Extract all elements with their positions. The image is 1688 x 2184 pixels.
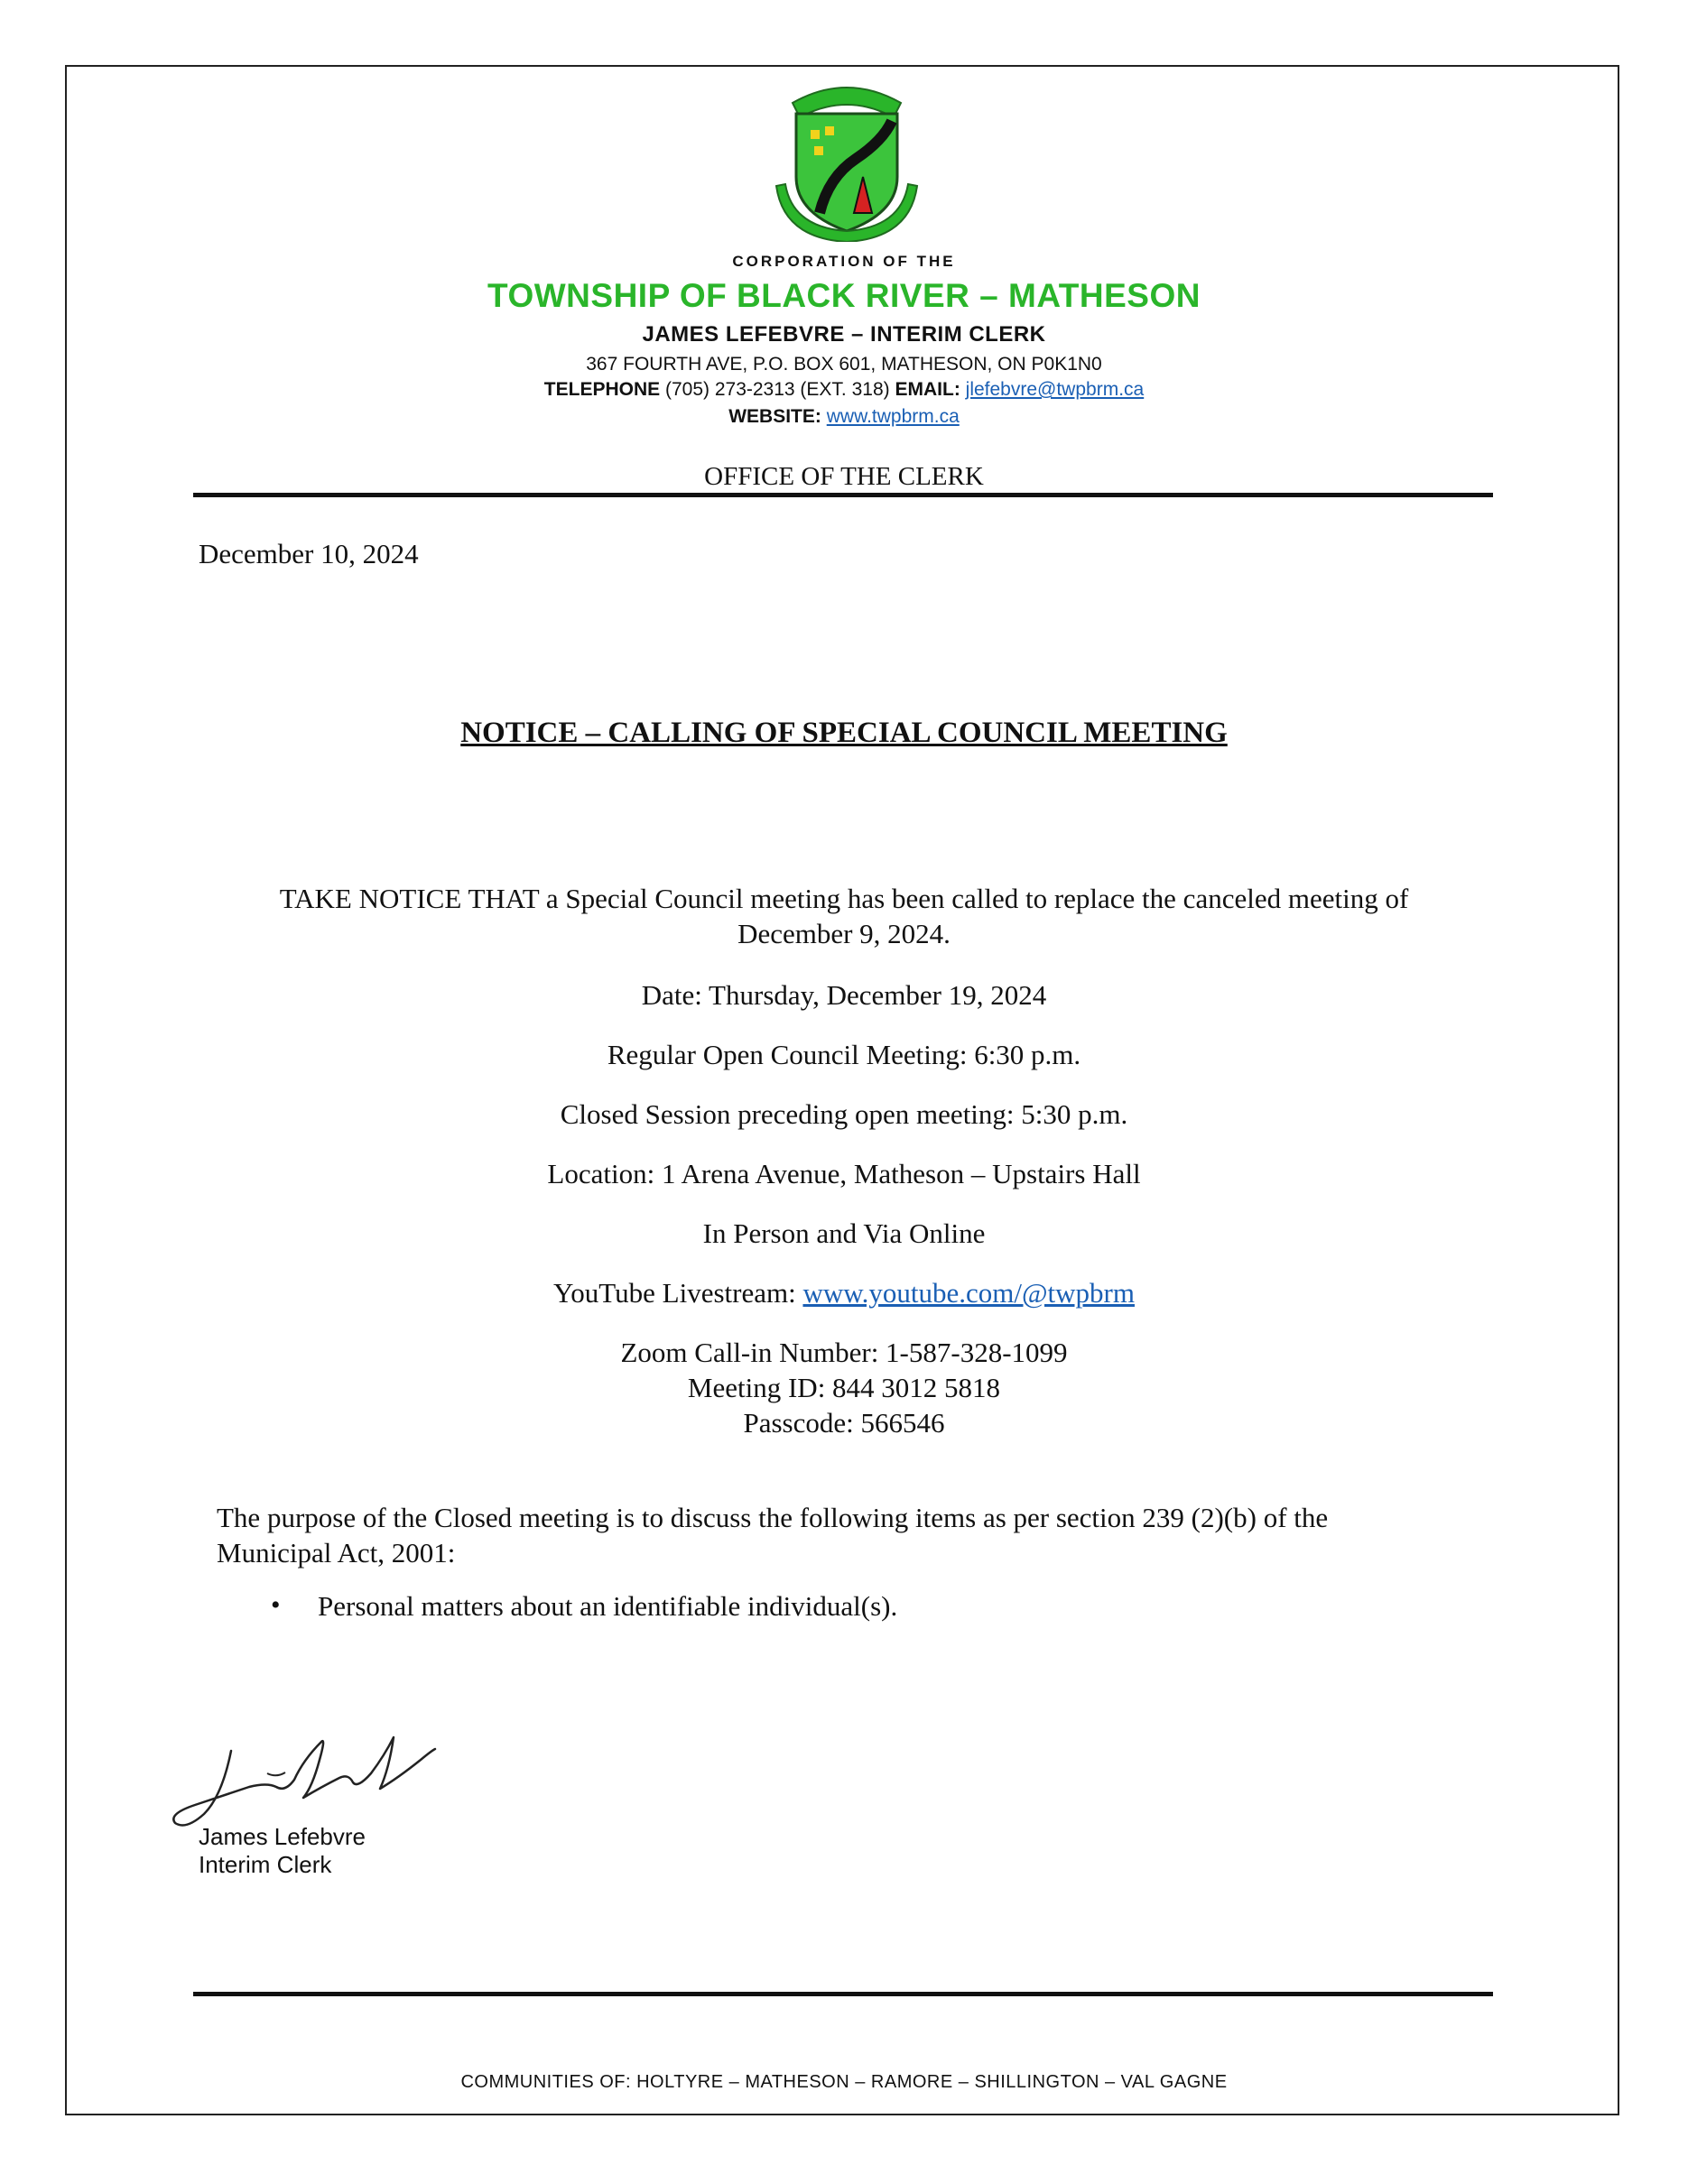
corporation-line: CORPORATION OF THE <box>732 253 956 270</box>
footer-communities: COMMUNITIES OF: HOLTYRE – MATHESON – RAMORE – SHILLINGTON – VAL GAGNE <box>460 2072 1228 2092</box>
letter-date: December 10, 2024 <box>199 538 419 569</box>
bullet-icon: • <box>271 1590 281 1620</box>
intro-line-2: December 9, 2024. <box>737 918 951 949</box>
open-meeting-time: Regular Open Council Meeting: 6:30 p.m. <box>607 1039 1081 1070</box>
contact-line: TELEPHONE (705) 273-2313 (EXT. 318) EMAIL: jlefebvre@twpbrm.ca <box>543 379 1145 400</box>
address-line: 367 FOURTH AVE, P.O. BOX 601, MATHESON, ON P0K1N0 <box>586 354 1102 375</box>
notice-title: NOTICE – CALLING OF SPECIAL COUNCIL MEETING <box>460 717 1228 749</box>
purpose-line-1: The purpose of the Closed meeting is to discuss the following items as per section 239 (2)(b) of the <box>217 1502 1329 1533</box>
youtube-line <box>0 1275 1688 1310</box>
website-label: WEBSITE <box>728 406 815 427</box>
email-link[interactable]: jlefebvre@twpbrm.ca <box>965 379 1145 400</box>
zoom-meeting-id: Meeting ID: 844 3012 5818 <box>687 1372 1001 1403</box>
email-label: EMAIL <box>895 379 954 400</box>
youtube-label: YouTube Livestream: <box>553 1277 796 1309</box>
zoom-passcode: Passcode: 566546 <box>743 1407 945 1439</box>
signatory-name: James Lefebvre <box>199 1823 366 1850</box>
footer-divider <box>193 1992 1493 1996</box>
township-crest-logo <box>756 78 937 242</box>
website-link[interactable]: www.twpbrm.ca <box>826 406 960 427</box>
clerk-line: JAMES LEFEBVRE – INTERIM CLERK <box>642 322 1046 347</box>
purpose-line-2: Municipal Act, 2001: <box>217 1537 456 1569</box>
zoom-number: Zoom Call-in Number: 1-587-328-1099 <box>620 1337 1068 1368</box>
intro-line-1: TAKE NOTICE THAT a Special Council meeting has been called to replace the canceled meeting of <box>279 883 1409 914</box>
telephone-value: (705) 273-2313 (EXT. 318) <box>664 379 890 400</box>
meeting-format: In Person and Via Online <box>702 1217 986 1249</box>
signatory-role: Interim Clerk <box>199 1851 332 1878</box>
telephone-label: TELEPHONE <box>543 379 661 400</box>
list-item: Personal matters about an identifiable individual(s). <box>318 1590 898 1622</box>
township-name: TOWNSHIP OF BLACK RIVER – MATHESON <box>487 277 1201 314</box>
meeting-date: Date: Thursday, December 19, 2024 <box>641 979 1047 1011</box>
header-divider <box>193 493 1493 497</box>
closed-session-time: Closed Session preceding open meeting: 5:30 p.m. <box>560 1098 1128 1130</box>
website-line: WEBSITE: www.twpbrm.ca <box>728 406 960 427</box>
meeting-location: Location: 1 Arena Avenue, Matheson – Upstairs Hall <box>547 1158 1141 1189</box>
office-heading: OFFICE OF THE CLERK <box>704 462 984 491</box>
youtube-link[interactable]: www.youtube.com/@twpbrm <box>802 1277 1135 1309</box>
